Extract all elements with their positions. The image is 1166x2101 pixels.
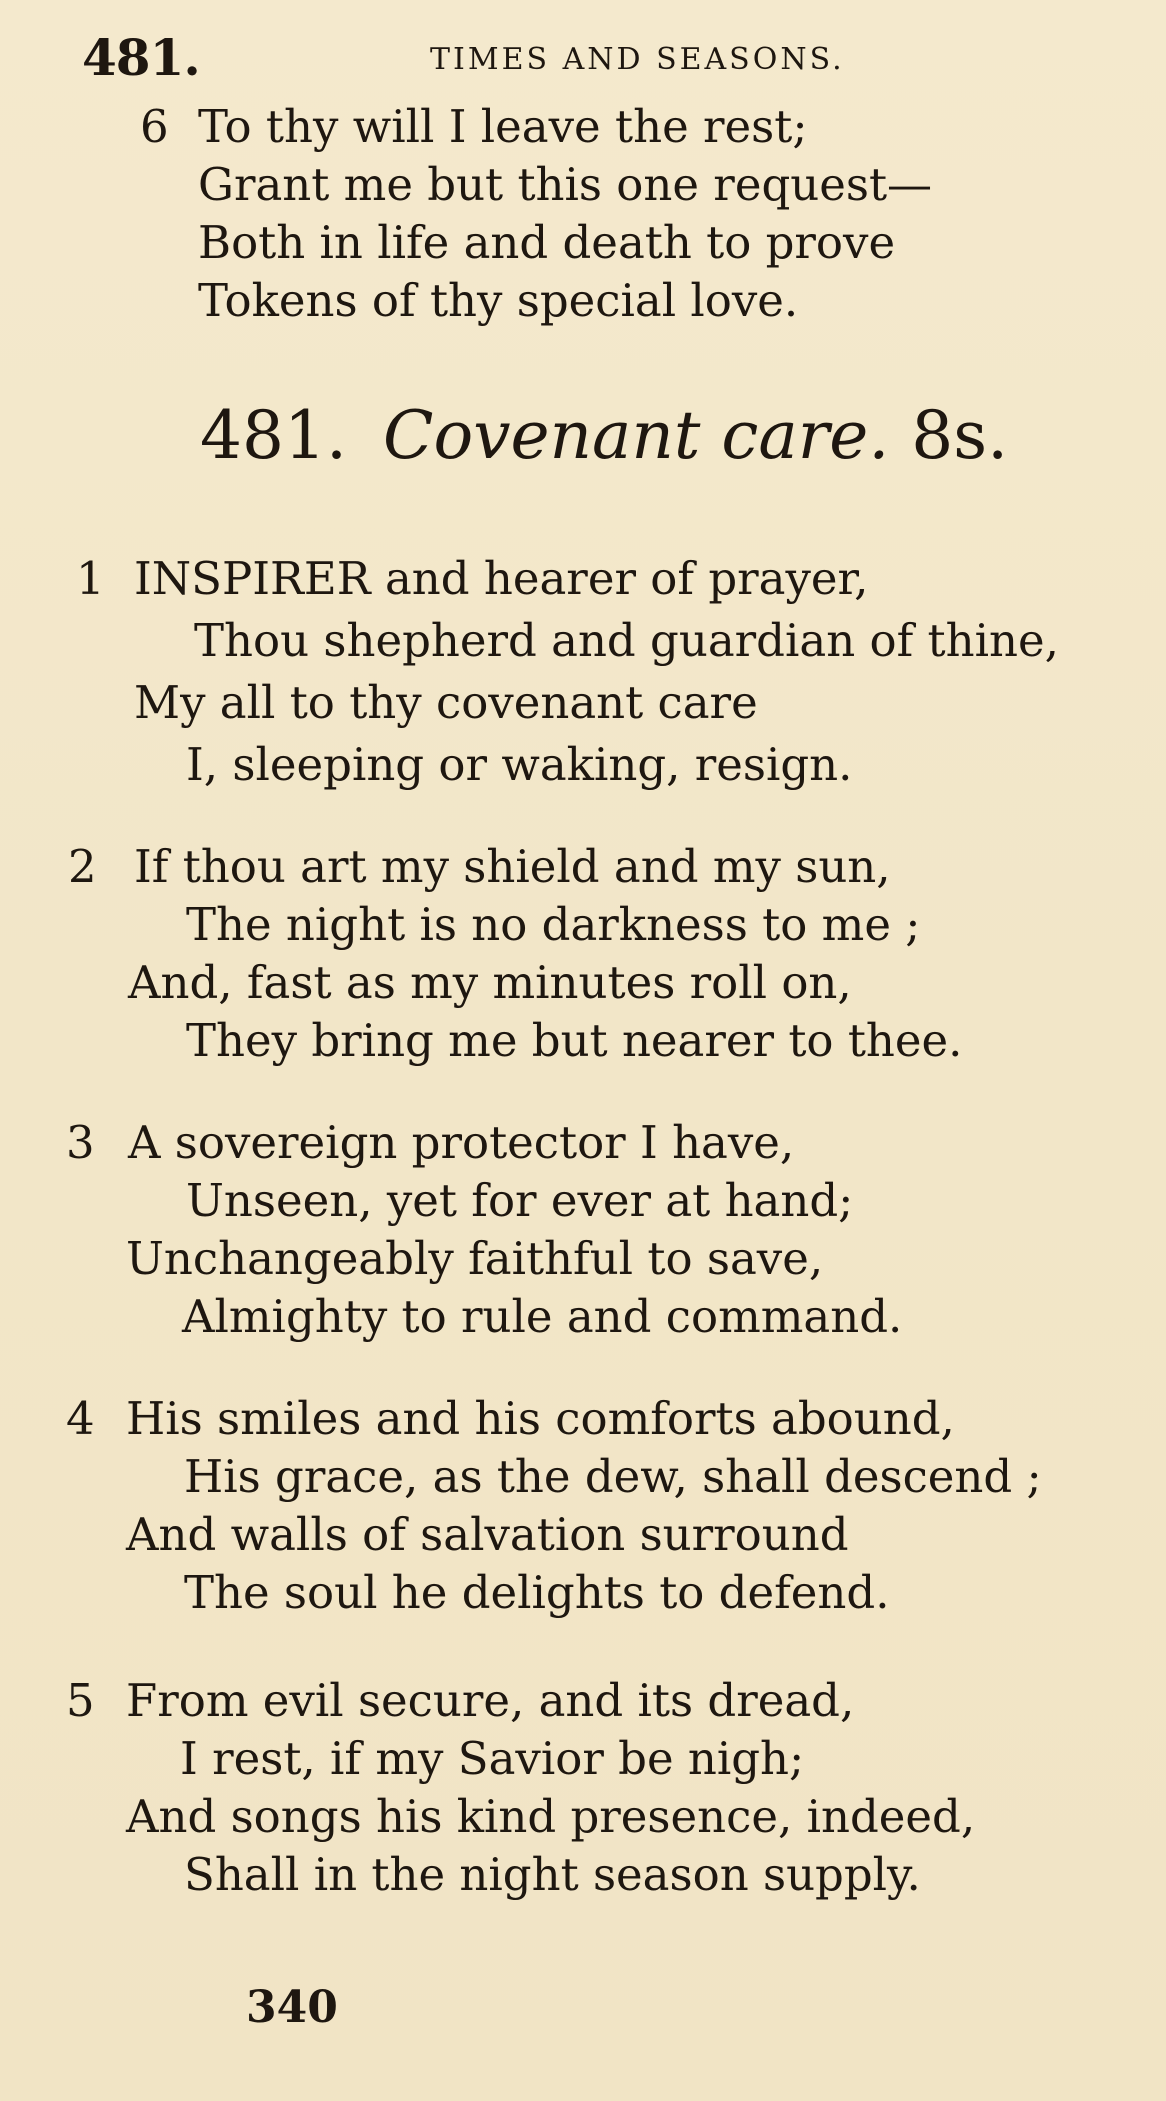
verse-line: His smiles and his comforts abound, — [126, 1392, 955, 1445]
page-number-top: 481. — [82, 28, 200, 87]
verse-line: The soul he delights to defend. — [184, 1566, 890, 1619]
page-number-bottom: 340 — [246, 1982, 338, 2033]
verse-line: To thy will I leave the rest; — [198, 100, 808, 153]
verse-number: 1 — [76, 552, 105, 605]
running-title: TIMES AND SEASONS. — [430, 42, 845, 77]
verse-line: Almighty to rule and command. — [182, 1290, 903, 1343]
verse-number: 2 — [68, 840, 97, 893]
verse-line: The night is no darkness to me ; — [186, 898, 921, 951]
verse-line: And, fast as my minutes roll on, — [128, 956, 852, 1009]
verse-line: I, sleeping or waking, resign. — [186, 738, 853, 791]
verse-line: Tokens of thy special love. — [198, 274, 799, 327]
verse-line: INSPIRER and hearer of prayer, — [134, 552, 869, 605]
verse-number: 4 — [66, 1392, 95, 1445]
verse-line: Grant me but this one request— — [198, 158, 933, 211]
verse-line: Thou shepherd and guardian of thine, — [194, 614, 1059, 667]
verse-line: Unseen, yet for ever at hand; — [186, 1174, 854, 1227]
verse-number: 5 — [66, 1674, 95, 1727]
verse-line: And walls of salvation surround — [126, 1508, 849, 1561]
verse-line: And songs his kind presence, indeed, — [126, 1790, 976, 1843]
hymn-number: 481. — [200, 397, 347, 474]
verse-line: His grace, as the dew, shall descend ; — [184, 1450, 1042, 1503]
verse-line: My all to thy covenant care — [134, 676, 758, 729]
prev-verse-number: 6 — [140, 100, 169, 153]
running-head — [82, 28, 962, 88]
hymn-title: Covenant care. — [382, 397, 890, 474]
verse-line: I rest, if my Savior be nigh; — [180, 1732, 805, 1785]
verse-line: If thou art my shield and my sun, — [134, 840, 891, 893]
verse-line: A sovereign protector I have, — [128, 1116, 795, 1169]
hymn-meter: 8s. — [911, 397, 1009, 474]
verse-line: From evil secure, and its dread, — [126, 1674, 855, 1727]
verse-line: Unchangeably faithful to save, — [126, 1232, 824, 1285]
verse-line: Shall in the night season supply. — [184, 1848, 921, 1901]
verse-line: They bring me but nearer to thee. — [186, 1014, 963, 1067]
hymn-heading — [200, 396, 1008, 476]
verse-line: Both in life and death to prove — [198, 216, 896, 269]
verse-number: 3 — [66, 1116, 95, 1169]
